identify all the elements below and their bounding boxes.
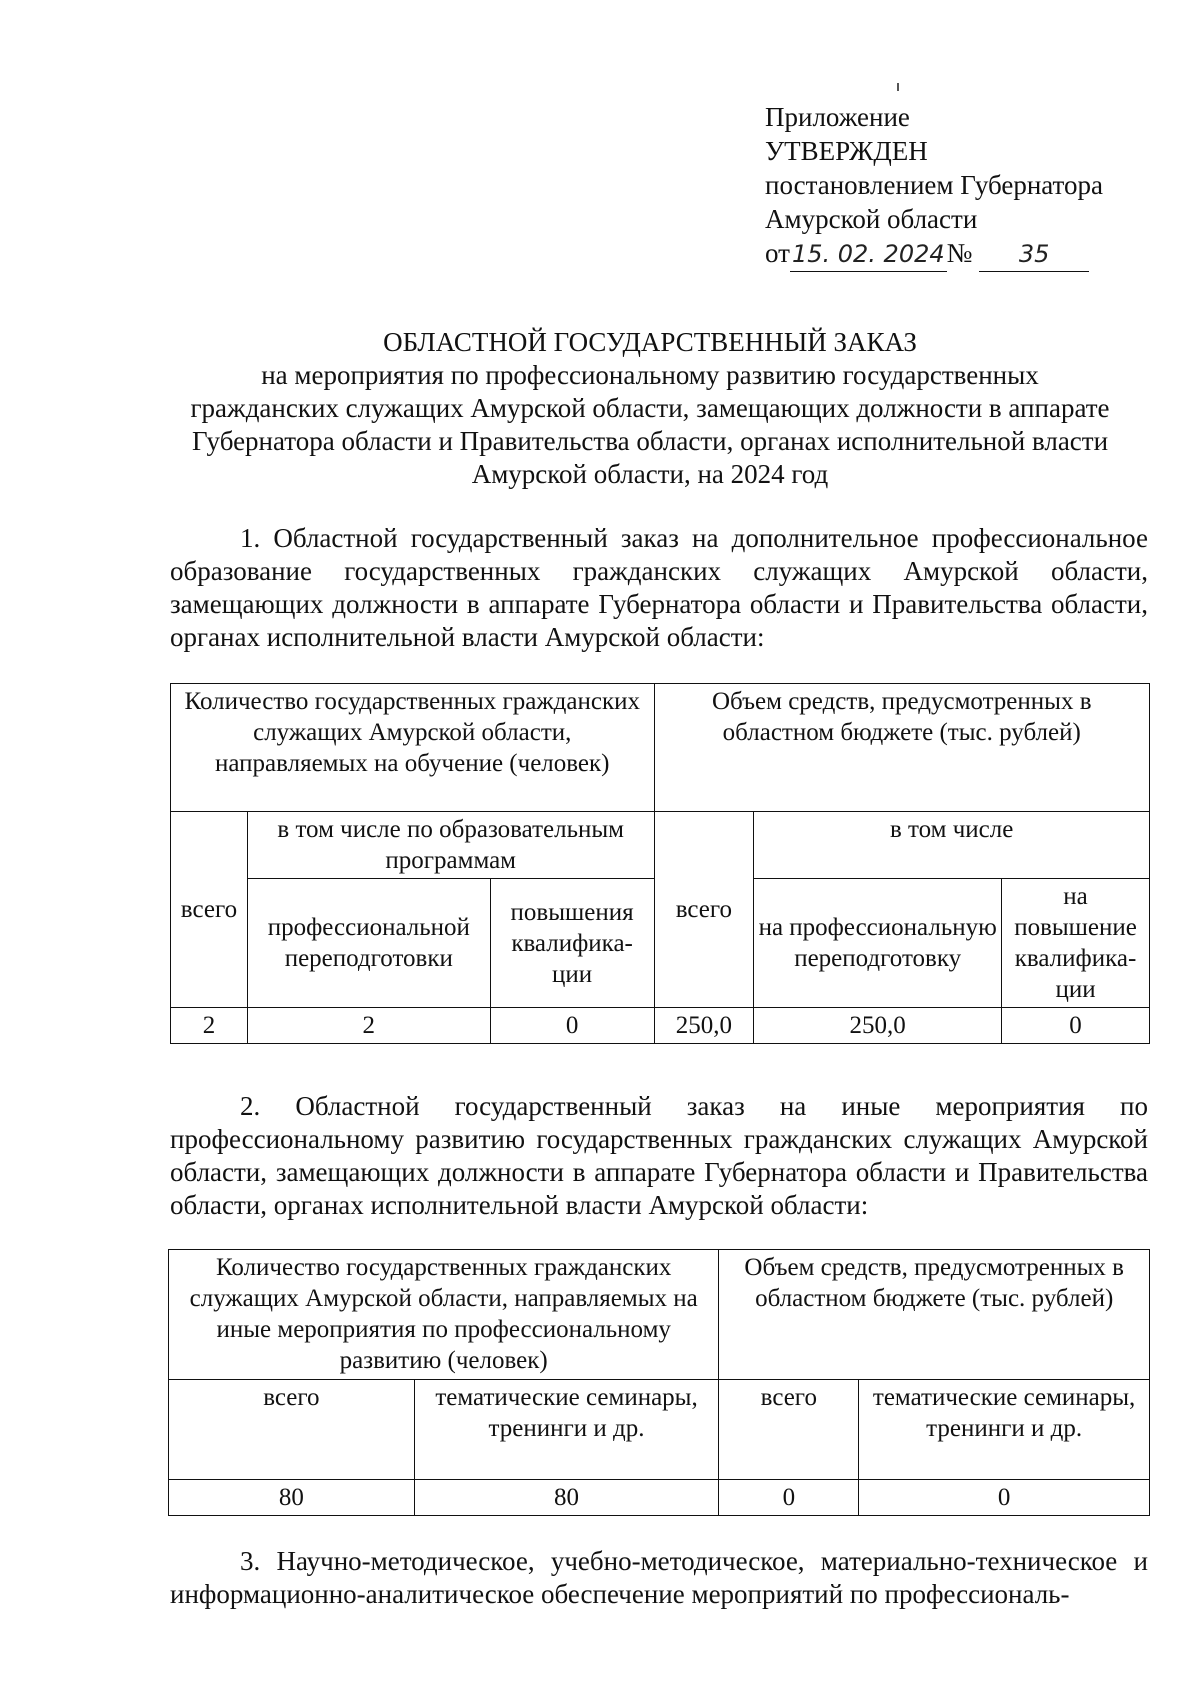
table-row: [171, 1008, 1150, 1044]
cell-total-funds: 250,0: [654, 1008, 754, 1044]
cell-retraining-people: 2: [247, 1008, 490, 1044]
section-2-text: 2. Областной государственный заказ на иные мероприятия по профессиональному развитию государственных гражданских служащих Амурской области, замещающих должности в аппарате Губернатора области и Правительства области, органах исполнительной власти Амурской области:: [170, 1091, 1148, 1220]
header-by-programs: в том числе по образовательным программам: [247, 812, 654, 879]
scan-mark: [897, 83, 899, 91]
document-title: [150, 326, 1150, 491]
section-3-text: 3. Научно-методическое, учебно-методическое, материально-техническое и информационно-аналитическое обеспечение мероприятий по профессиональ-: [170, 1546, 1148, 1609]
title-line-2: гражданских служащих Амурской области, замещающих должности в аппарате: [190, 393, 1110, 423]
header-seminars-funds: тематические семинары, тренинги и др.: [859, 1380, 1150, 1480]
header-funds: Объем средств, предусмотренных в областном бюджете (тыс. рублей): [654, 684, 1150, 812]
from-label: от: [765, 238, 790, 268]
region-label: Амурской области: [765, 204, 978, 234]
number-label: №: [946, 238, 973, 268]
header-total-people: всего: [171, 812, 248, 1008]
header-retraining: профессиональной переподготовки: [247, 879, 490, 1008]
cell-seminars-people: 80: [414, 1480, 719, 1516]
header-funds: Объем средств, предусмотренных в областном бюджете (тыс. рублей): [719, 1250, 1150, 1380]
cell-qualification-people: 0: [490, 1008, 654, 1044]
decree-label: постановлением Губернатора: [765, 170, 1103, 200]
header-on-qualification: на повышение квалифика-ции: [1002, 879, 1150, 1008]
cell-total-funds: 0: [719, 1480, 859, 1516]
title-main: ОБЛАСТНОЙ ГОСУДАРСТВЕННЫЙ ЗАКАЗ: [383, 327, 917, 357]
approval-block: [765, 100, 1103, 272]
cell-total-people: 2: [171, 1008, 248, 1044]
handwritten-date: 15. 02. 2024: [790, 237, 947, 272]
header-qualification: повышения квалифика-ции: [490, 879, 654, 1008]
header-total-funds: всего: [654, 812, 754, 1008]
appendix-label: Приложение: [765, 102, 910, 132]
cell-seminars-funds: 0: [859, 1480, 1150, 1516]
table-education-order: [170, 683, 1150, 1044]
section-1-text: 1. Областной государственный заказ на дополнительное профессиональное образование государственных гражданских служащих Амурской области, замещающих должности в аппарате Губернатора области и Правительства области, органах исполнительной власти Амурской области:: [170, 523, 1148, 652]
table-other-events-order: [168, 1249, 1150, 1516]
date-number-line: [765, 236, 1103, 272]
header-total-funds: всего: [719, 1380, 859, 1480]
cell-retraining-funds: 250,0: [754, 1008, 1002, 1044]
header-including: в том числе: [754, 812, 1150, 879]
cell-total-people: 80: [169, 1480, 415, 1516]
header-total-people: всего: [169, 1380, 415, 1480]
approved-label: УТВЕРЖДЕН: [765, 136, 928, 166]
header-on-retraining: на профессиональную переподготовку: [754, 879, 1002, 1008]
title-line-4: Амурской области, на 2024 год: [471, 459, 829, 489]
handwritten-number: 35: [979, 237, 1089, 272]
title-line-3: Губернатора области и Правительства области, органах исполнительной власти: [191, 426, 1109, 456]
header-count: Количество государственных гражданских служащих Амурской области, направляемых на иные мероприятия по профессиональному развитию (человек): [169, 1250, 719, 1380]
table-row: [169, 1480, 1150, 1516]
header-seminars-people: тематические семинары, тренинги и др.: [414, 1380, 719, 1480]
header-count: Количество государственных гражданских служащих Амурской области, направляемых на обучение (человек): [171, 684, 655, 812]
cell-qualification-funds: 0: [1002, 1008, 1150, 1044]
title-line-1: на мероприятия по профессиональному развитию государственных: [261, 360, 1039, 390]
